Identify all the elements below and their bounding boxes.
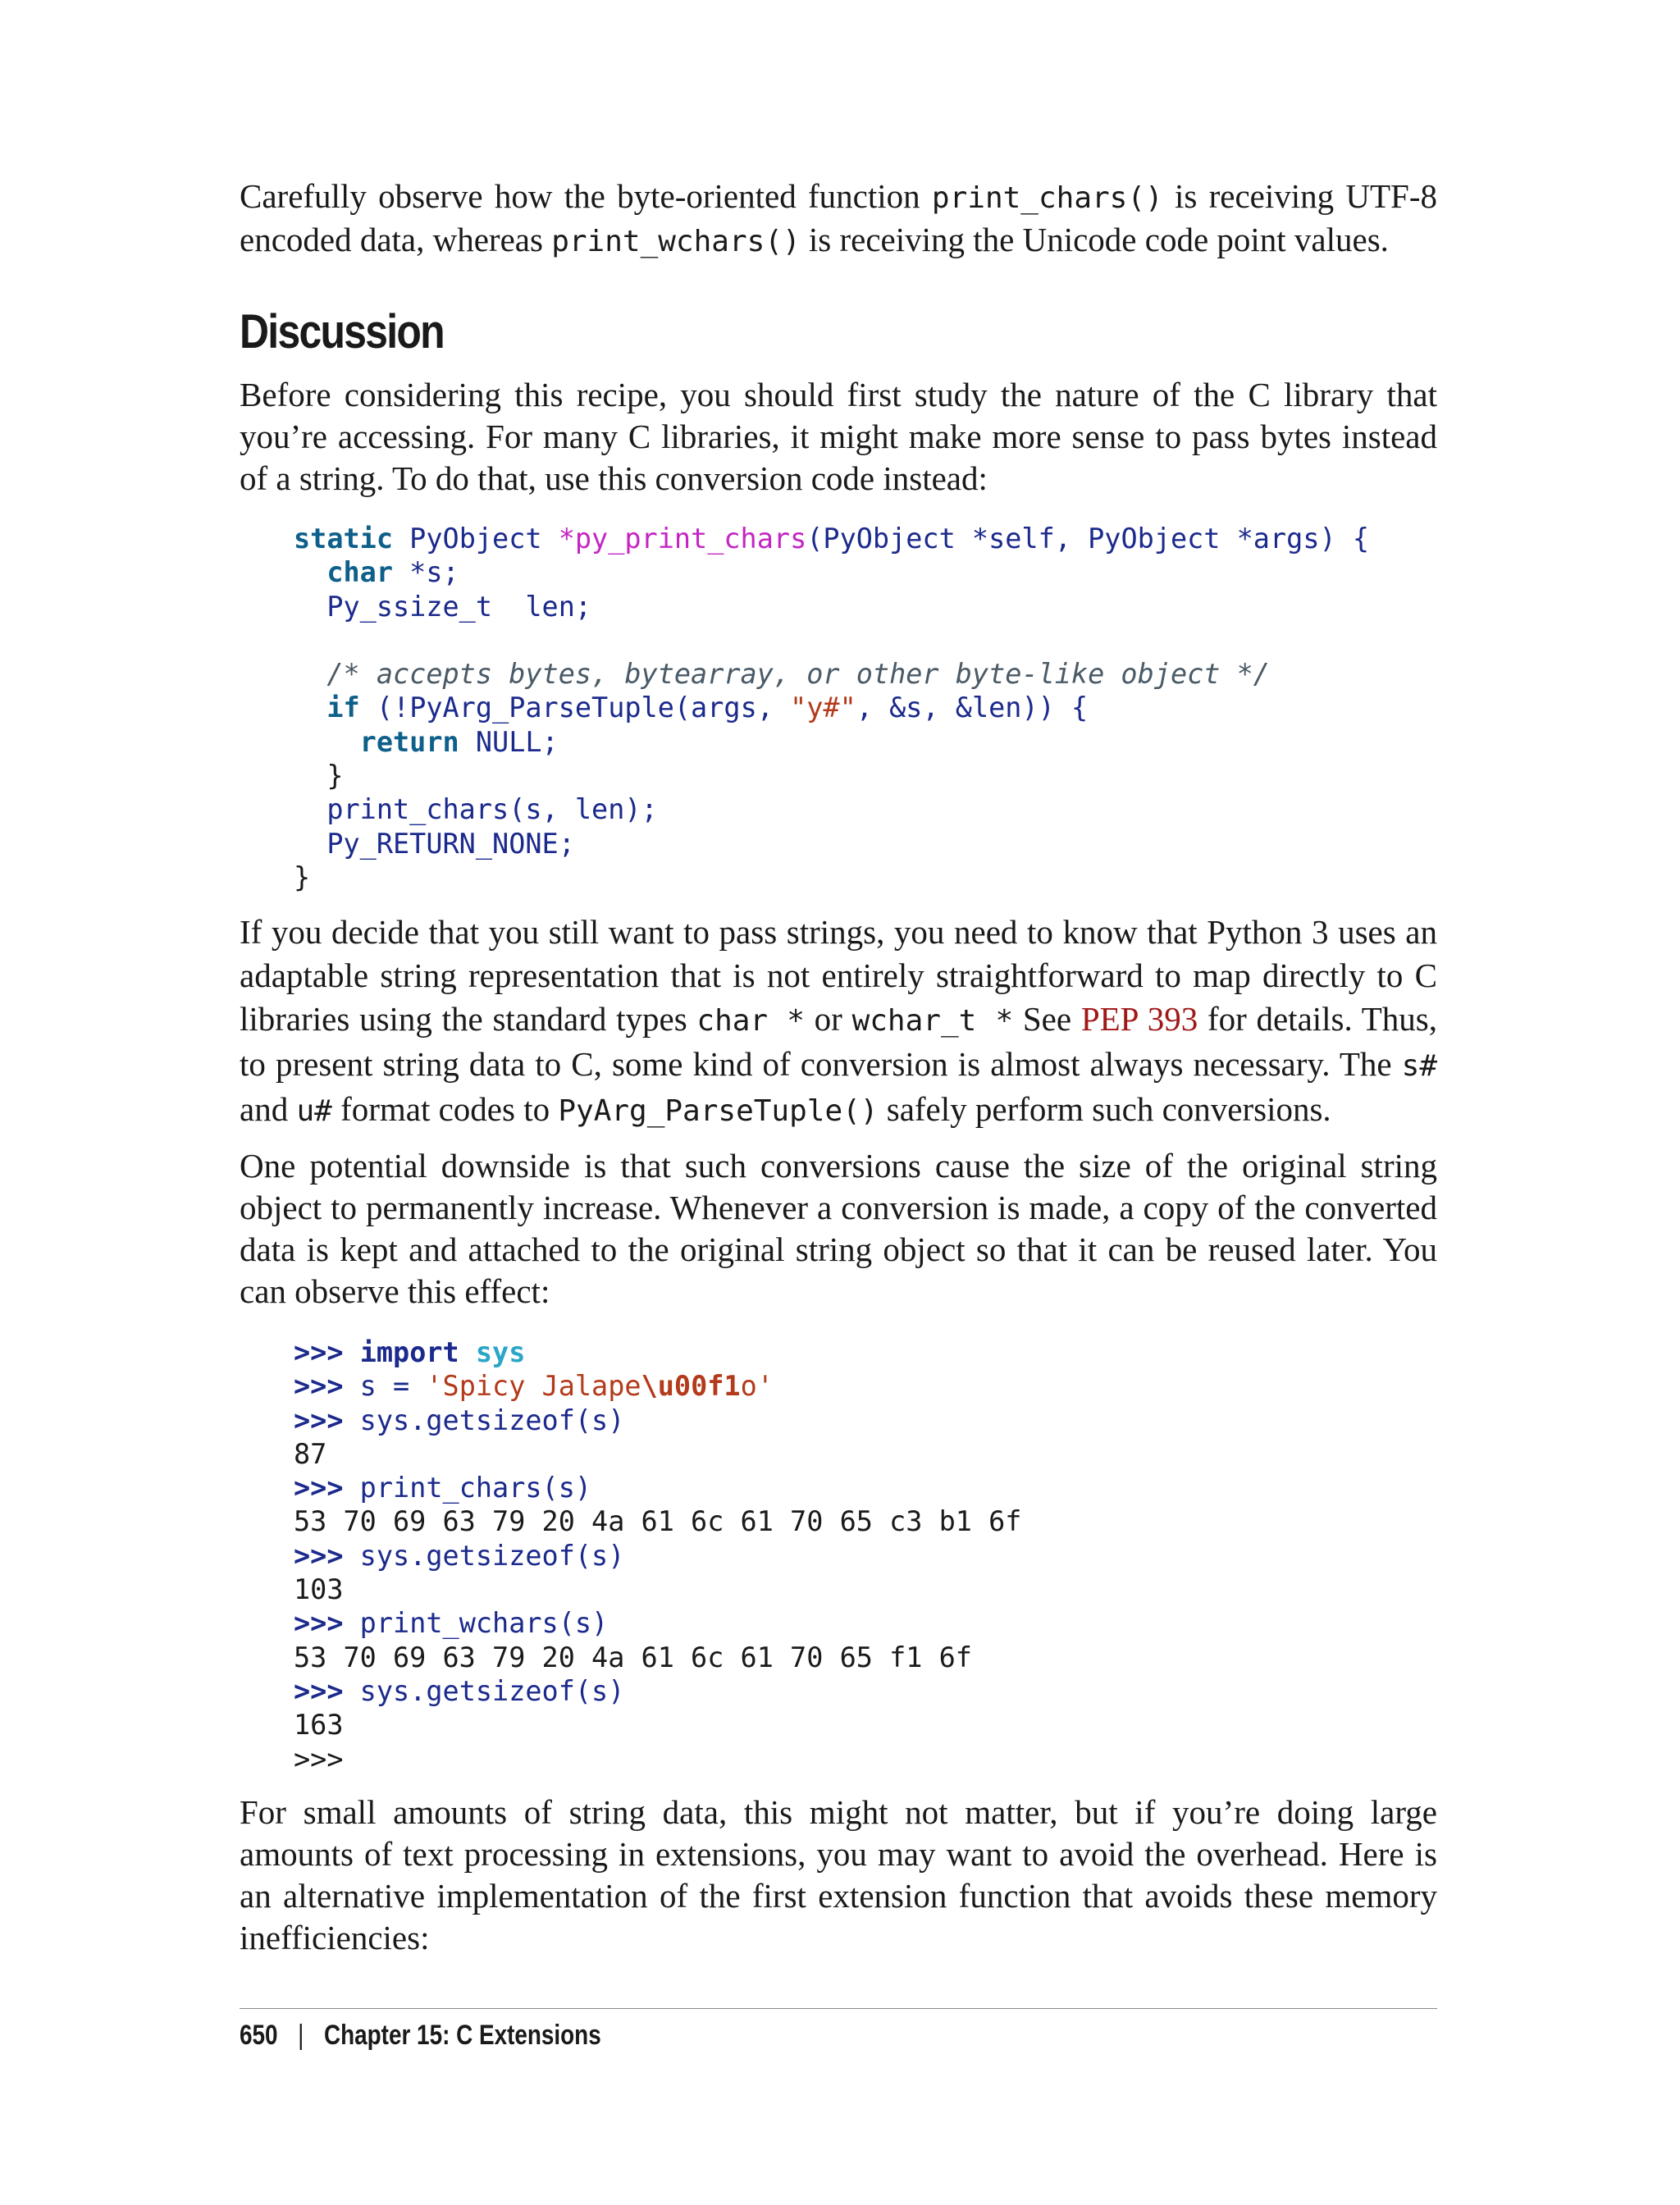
page-number: 650	[240, 2020, 278, 2051]
footer-divider	[240, 2008, 1437, 2009]
page-footer	[240, 2020, 601, 2052]
inline-code: char *	[696, 1004, 805, 1038]
paragraph-intro: Carefully observe how the byte-oriented function print_chars() is receiving UTF-8 encoded data, whereas print_wchars() is receiving the Unicode code point values.	[240, 177, 1438, 258]
section-heading: Discussion	[240, 305, 444, 358]
inline-code: print_chars()	[931, 181, 1163, 215]
paragraph-discussion: Before considering this recipe, you should first study the nature of the C library that you’re accessing. For many C libraries, it might make more sense to pass bytes instead of a string. To do that, use this conversion code instead:	[240, 376, 1437, 497]
footer-separator: |	[298, 2020, 304, 2051]
code-block-session: >>> import sys >>> s = 'Spicy Jalape\u00f1o' >>> sys.getsizeof(s) 87 >>> print_chars(s) 53 70 69 63 79 20 4a 61 6c 61 70 65 c3 b1 6f >>> sys.getsizeof(s) 103 >>> print_wchars(s) 53 70 69 63 79 20 4a 61 6c 61 70 65 f1 6f >>> sys.getsizeof(s) 163 >>>	[294, 1336, 1022, 1775]
inline-code: PyArg_ParseTuple()	[558, 1094, 879, 1128]
inline-code: print_wchars()	[551, 225, 801, 258]
inline-code: wchar_t *	[851, 1004, 1014, 1038]
chapter-title: Chapter 15: C Extensions	[323, 2020, 601, 2051]
code-block-c: static PyObject *py_print_chars(PyObject *self, PyObject *args) { char *s; Py_ssize_t len; /* accepts bytes, bytearray, or other byte-like object */ if (!PyArg_ParseTuple(args, "y#", &s, &len)) { return NULL; } print_chars(s, len); Py_RETURN_NONE; }	[294, 523, 1369, 893]
paragraph-strings: If you decide that you still want to pass strings, you need to know that Python 3 uses an adaptable string representation that is not entirely straightforward to map directly to C libraries using the standard types char * or wchar_t * See PEP 393 for details. Thus, to present string data to C, some kind of conversion is almost always necessary. The s# and u# format codes to PyArg_ParseTuple() safely perform such conversions.	[240, 913, 1438, 1128]
inline-code: u#	[296, 1094, 332, 1128]
paragraph-alternative: For small amounts of string data, this might not matter, but if you’re doing large amounts of text processing in extensions, you may want to avoid the overhead. Here is an alternative implementation of the first extension function that avoids these memory inefficiencies:	[240, 1793, 1437, 1956]
paragraph-downside: One potential downside is that such conversions cause the size of the original string object to permanently increase. Whenever a conversion is made, a copy of the converted data is kept and attached to the original string object so that it can be reused later. You can observe this effect:	[240, 1147, 1437, 1310]
pep-393-link[interactable]: PEP 393	[1080, 1000, 1198, 1038]
inline-code: s#	[1401, 1049, 1437, 1083]
